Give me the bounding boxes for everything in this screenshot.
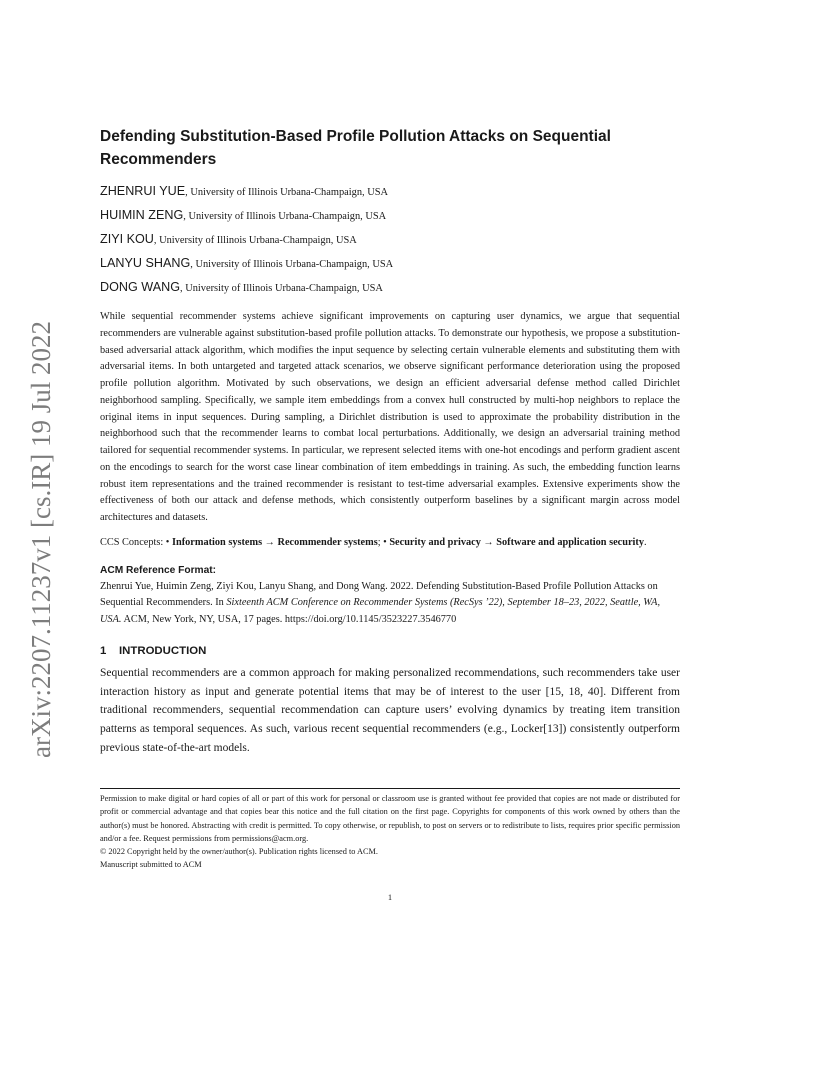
abstract: While sequential recommender systems achieve significant improvements on capturing user dynamics, we argue that sequential recommenders are vulnerable against substitution-based profile pollution attacks. To demonstrate our hypothesis, we propose a substitution-based adversarial attack algorithm, which modifies the input sequence by selecting certain vulnerable elements and substituting them with adversarial items. In both untargeted and targeted attack scenarios, we observe significant performance deterioration using the proposed profile pollution algorithm. Motivated by such observations, we design an efficient adversarial defense method called Dirichlet neighborhood sampling. Specifically, we sample item embeddings from a convex hull constructed by multi-hop neighbors to replace the original items in input sequences. During sampling, a Dirichlet distribution is used to approximate the probability distribution in the neighborhood such that the recommender learns to combat local perturbations. Additionally, we design an adversarial training method tailored for sequential recommender systems. In particular, we represent selected items with one-hot encodings and perform gradient ascent on the encodings to search for the worst case linear combination of item embeddings in training. As such, the embedding function learns robust item representations and the trained recommender is resistant to test-time adversarial examples. Extensive experiments show the effectiveness of both our attack and defense methods, which consistently outperform baselines by a significant margin across model architectures and datasets. (100, 311, 680, 523)
copyright-notice: © 2022 Copyright held by the owner/author(s). Publication rights licensed to ACM. (100, 847, 378, 857)
section-number: 1 (100, 644, 107, 657)
author-list (100, 180, 680, 300)
author-affiliation: , University of Illinois Urbana-Champaign, USA (190, 259, 394, 270)
ccs-separator: ; • (377, 536, 390, 548)
section-heading (100, 642, 680, 660)
author-affiliation: , University of Illinois Urbana-Champaign, USA (180, 283, 383, 294)
reference-citation: Zhenrui Yue, Huimin Zeng, Ziyi Kou, Lanyu Shang, and Dong Wang. 2022. Defending Substitution-Based Profile Pollution Attacks on Sequential Recommenders. In (100, 580, 658, 609)
acm-reference-text (100, 579, 680, 629)
reference-publisher-doi: ACM, New York, NY, USA, 17 pages. https://doi.org/10.1145/3523227.3546770 (121, 614, 457, 625)
author-entry (100, 252, 680, 276)
section-title: INTRODUCTION (119, 644, 207, 657)
author-name: ZIYI KOU (100, 232, 154, 246)
author-name: LANYU SHANG (100, 256, 191, 270)
acm-reference-heading: ACM Reference Format: (100, 564, 217, 576)
author-name: HUIMIN ZENG (100, 208, 184, 222)
author-entry (100, 276, 680, 300)
paper-title: Defending Substitution-Based Profile Pollution Attacks on Sequential Recommenders (100, 128, 611, 168)
ccs-label: CCS Concepts: • (100, 536, 172, 548)
author-entry (100, 204, 680, 228)
author-name: ZHENRUI YUE (100, 184, 186, 198)
arxiv-identifier-stamp: arXiv:2207.11237v1 [cs.IR] 19 Jul 2022 (26, 321, 56, 758)
author-affiliation: , University of Illinois Urbana-Champaign, USA (185, 187, 389, 198)
permission-notice: Permission to make digital or hard copies of all or part of this work for personal or classroom use is granted without fee provided that copies are not made or distributed for profit or commercial advantage and that copies bear this notice and the full citation on the first page. Copyrights for components of this work owned by others than the author(s) must be honored. Abstracting with credit is permitted. To copy otherwise, or republish, to post on servers or to redistribute to lists, requires prior specific permission and/or a fee. Request permissions from permissions@acm.org. (100, 794, 680, 843)
reference-venue: Sixteenth ACM Conference on Recommender Systems (RecSys ’22), September 18–23, 2022, Seattle, WA, USA. (100, 597, 661, 625)
author-entry (100, 180, 680, 204)
ccs-concept-information-systems: Information systems → Recommender systems (171, 536, 378, 548)
author-affiliation: , University of Illinois Urbana-Champaign, USA (153, 235, 357, 246)
footnote-divider (100, 788, 680, 789)
author-entry (100, 228, 680, 252)
page-number: 1 (387, 892, 393, 902)
ccs-end: . (644, 536, 647, 548)
footnote (100, 792, 680, 872)
author-name: DONG WANG (100, 280, 180, 294)
ccs-concepts (100, 535, 680, 552)
ccs-concept-security-privacy: Security and privacy → Software and application security (389, 536, 644, 548)
introduction-paragraph: Sequential recommenders are a common approach for making personalized recommendations, such recommenders take user interaction history as input and generate potential items that may be of interest to the user [15, 18, 40]. Different from traditional recommenders, sequential recommendation can capture users’ evolving dynamics by treating item transition patterns as temporal sequences. As such, various recent sequential recommenders (e.g., Locker[13]) consistently outperform previous state-of-the-art models. (100, 666, 680, 754)
manuscript-notice: Manuscript submitted to ACM (100, 860, 202, 870)
paper-body (100, 125, 680, 758)
author-affiliation: , University of Illinois Urbana-Champaign, USA (183, 211, 387, 222)
